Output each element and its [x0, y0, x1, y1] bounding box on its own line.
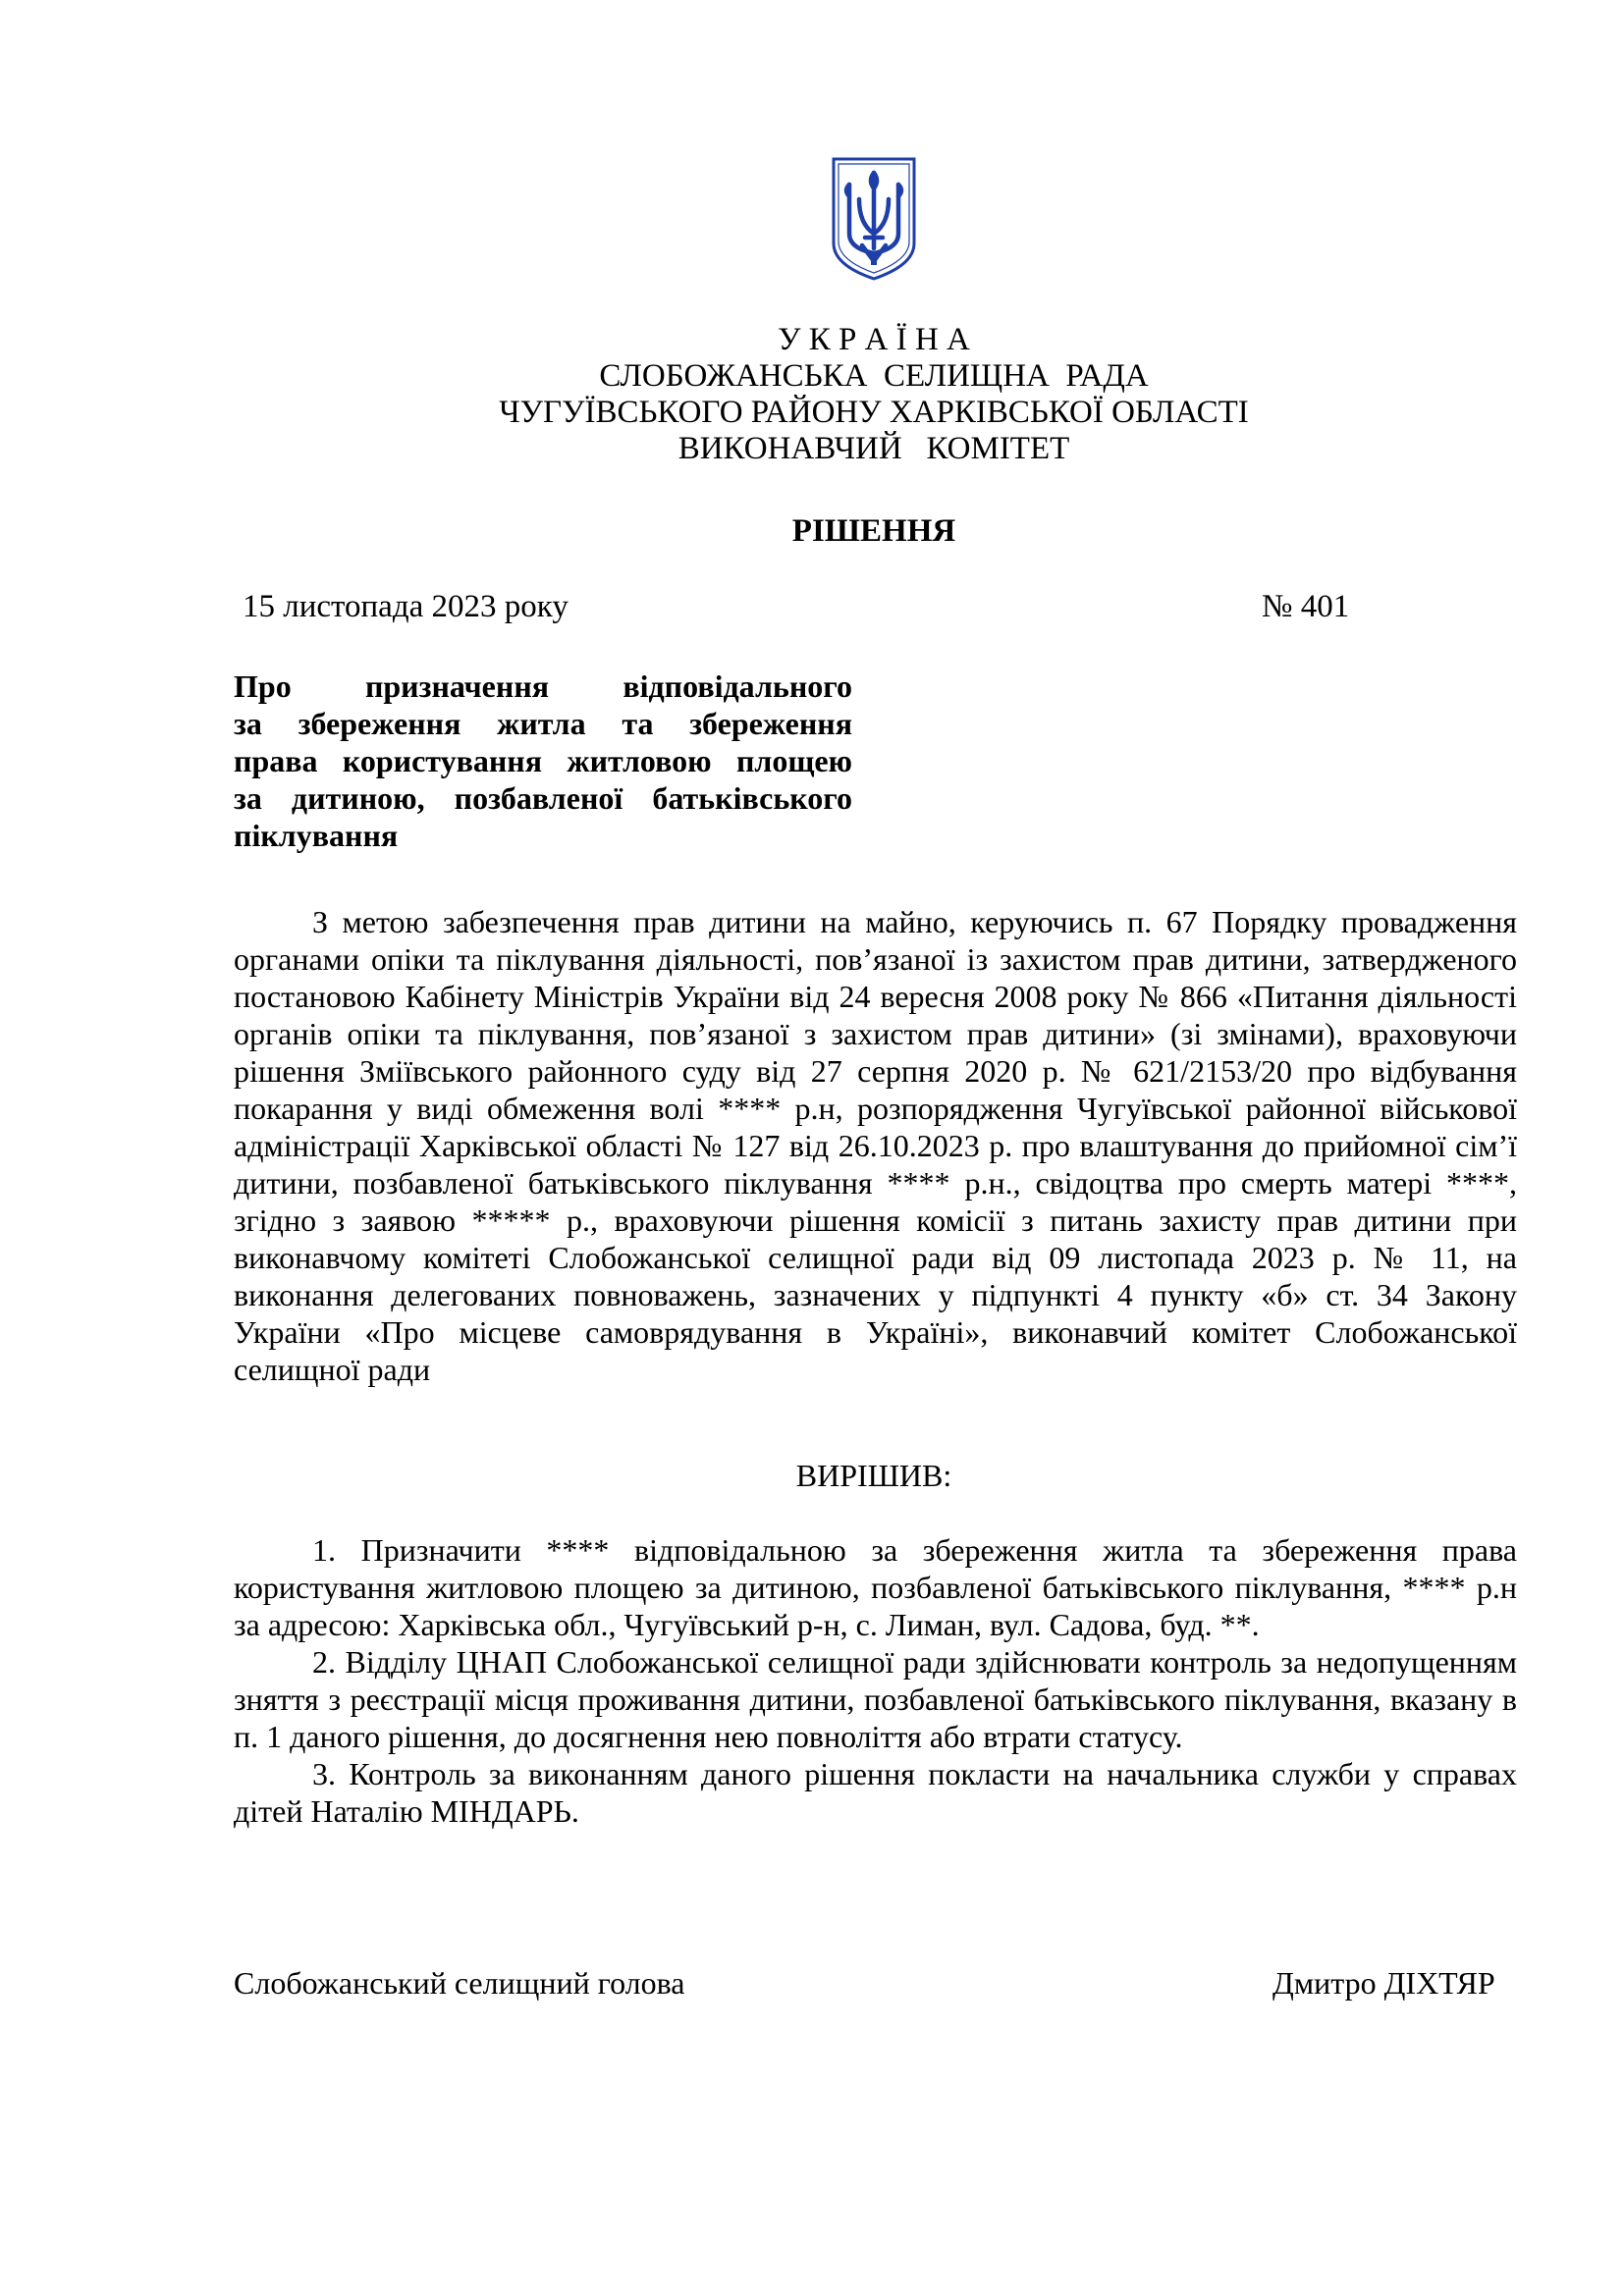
- subject-line: права користування житловою площею: [234, 743, 852, 778]
- document-number: № 401: [1262, 589, 1350, 624]
- coat-of-arms-icon: [830, 155, 918, 283]
- document-subject: [234, 667, 852, 854]
- signature-title: Слобожанський селищний голова: [234, 1965, 685, 2001]
- header-district: ЧУГУЇВСЬКОГО РАЙОНУ ХАРКІВСЬКОЇ ОБЛАСТІ: [499, 395, 1249, 430]
- subject-line: за збереження житла та збереження: [234, 706, 852, 741]
- signature-name: Дмитро ДІХТЯР: [1272, 1965, 1495, 2001]
- document-date: 15 листопада 2023 року: [243, 589, 568, 624]
- decision-item: 2. Відділу ЦНАП Слобожанської селищної ради здійснювати контроль за недопущенням зняття з реєстрації місця проживання дитини, позбавленої батьківського піклування, вказану в п. 1 даного рішення, до досягнення нею повноліття або втрати статусу.: [234, 1644, 1517, 1754]
- resolved-heading: ВИРІШИВ:: [795, 1458, 952, 1493]
- decision-item: 1. Призначити **** відповідальною за збереження житла та збереження права користування житловою площею за дитиною, позбавленої батьківського піклування, **** р.н за адресою: Харківська обл., Чугуївський р-н, с. Лиман, вул. Садова, буд. **.: [234, 1532, 1517, 1642]
- preamble-paragraph: З метою забезпечення прав дитини на майно, керуючись п. 67 Порядку провадження органами опіки та піклування діяльності, пов’язаної із захистом прав дитини, затвердженого постановою Кабінету Міністрів України від 24 вересня 2008 року № 866 «Питання діяльності органів опіки та піклування, пов’язаної з захистом прав дитини» (зі змінами), враховуючи рішення Зміївського районного суду від 27 серпня 2020 р. № 621/2153/20 про відбування покарання у виді обмеження волі **** р.н, розпорядження Чугуївської районної військової адміністрації Харківської області № 127 від 26.10.2023 р. про влаштування до прийомної сім’ї дитини, позбавленої батьківського піклування **** р.н., свідоцтва про смерть матері ****, згідно з заявою ***** р., враховуючи рішення комісії з питань захисту прав дитини при виконавчому комітеті Слобожанської селищної ради від 09 листопада 2023 р. № 11, на виконання делегованих повноважень, зазначених у підпункті 4 пункту «б» ст. 34 Закону України «Про місцеве самоврядування в Україні», виконавчий комітет Слобожанської селищної ради: [234, 904, 1517, 1387]
- decision-item: 3. Контроль за виконанням даного рішення покласти на начальника служби у справах дітей Наталію МІНДАРЬ.: [234, 1756, 1517, 1829]
- header-committee: ВИКОНАВЧИЙ КОМІТЕТ: [677, 431, 1070, 466]
- header-council: СЛОБОЖАНСЬКА СЕЛИЩНА РАДА: [599, 358, 1149, 394]
- decision-items: [234, 1531, 1517, 1830]
- document-header: [0, 322, 1624, 467]
- header-country: У К Р А Ї Н А: [778, 322, 970, 357]
- subject-line: за дитиною, позбавленої батьківського: [234, 780, 852, 816]
- subject-line: Про призначення відповідального: [234, 668, 852, 704]
- preamble-section: [234, 903, 1517, 1388]
- subject-line: піклування: [234, 818, 399, 853]
- document-type: РІШЕННЯ: [791, 513, 956, 549]
